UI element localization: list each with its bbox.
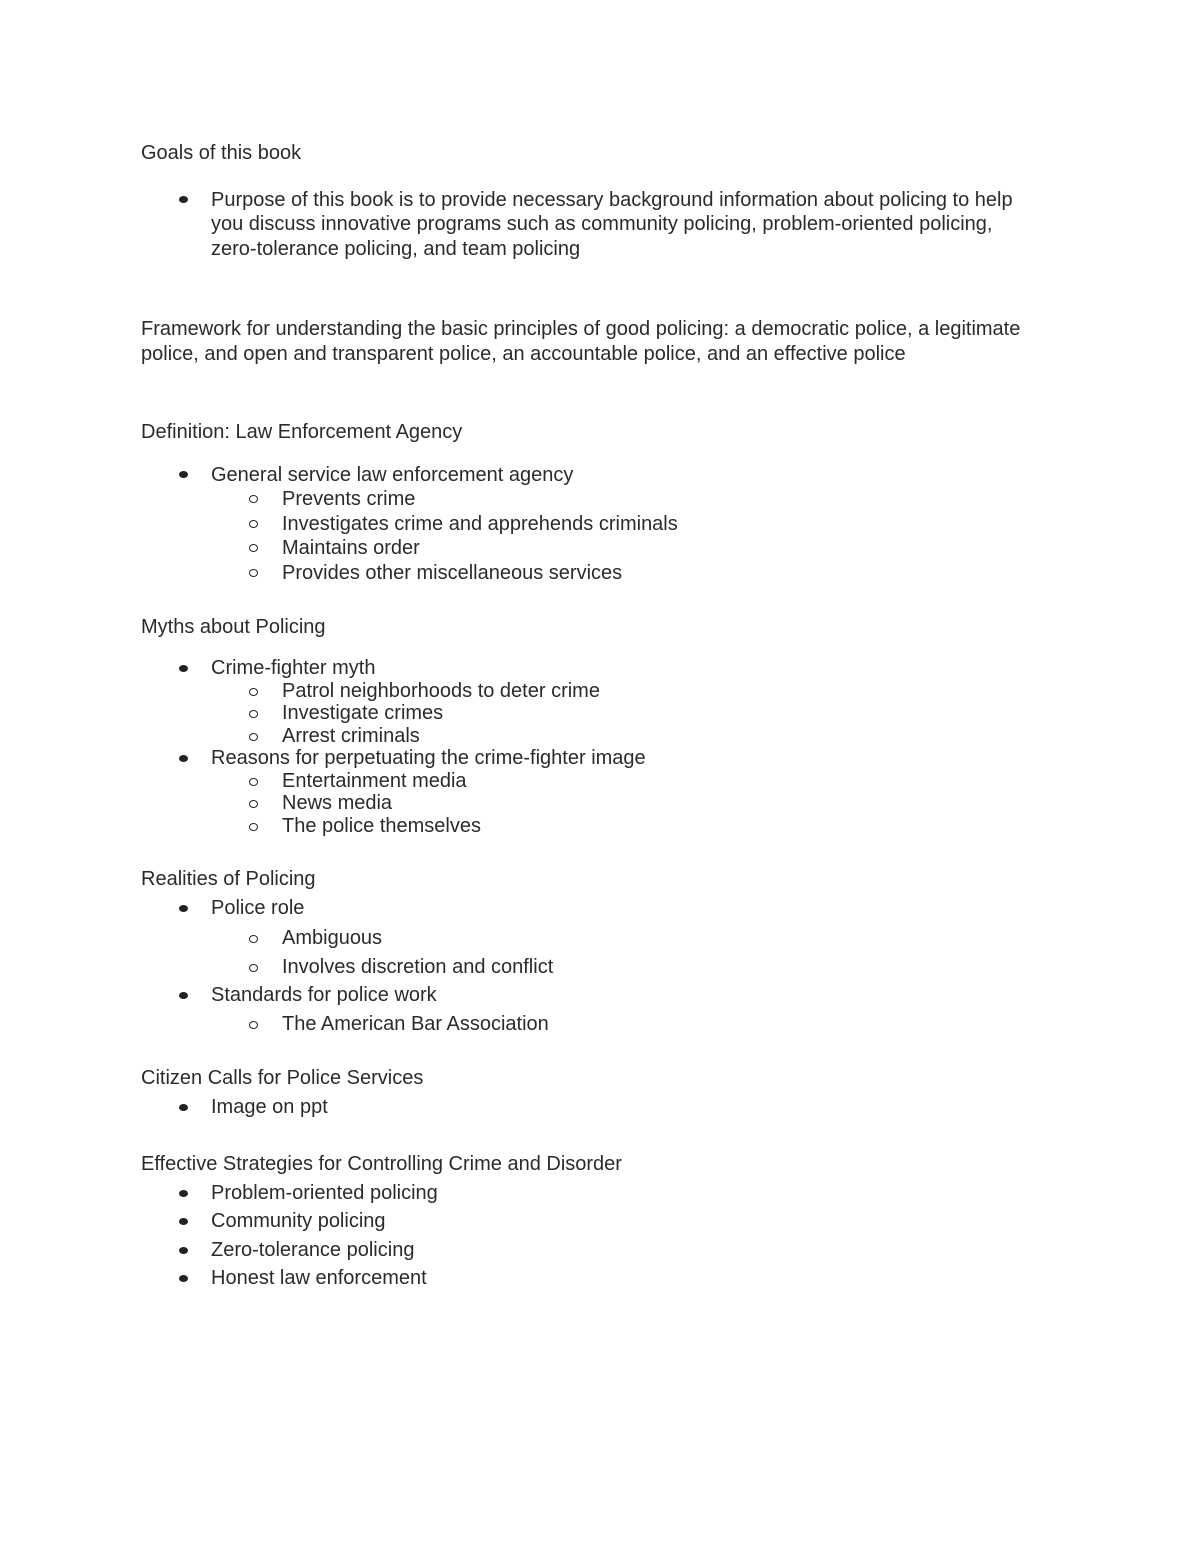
list-subitem: The police themselves [141,815,1041,838]
section-heading-strategies: Effective Strategies for Controlling Crime and Disorder [141,1153,622,1175]
list-subitem: Investigate crimes [141,702,1041,725]
circle-bullet-icon [249,688,258,696]
bullet-icon [179,755,188,762]
list-item: Reasons for perpetuating the crime-fighter image [141,747,1041,770]
list-item: Standards for police work [141,981,1041,1010]
circle-bullet-icon [249,800,258,808]
section-heading-myths: Myths about Policing [141,616,326,638]
list-subitem: The American Bar Association [141,1010,1041,1039]
goals-list [141,188,1041,262]
list-subitem: Entertainment media [141,770,1041,793]
circle-bullet-icon [249,935,258,943]
list-item: Zero-tolerance policing [141,1236,1041,1265]
framework-paragraph: Framework for understanding the basic principles of good policing: a democratic police, a legitimate police, and open and transparent police, an accountable police, and an effective police [141,318,1021,365]
circle-bullet-icon [249,710,258,718]
circle-bullet-icon [249,520,258,528]
section-heading-goals: Goals of this book [141,142,302,164]
circle-bullet-icon [249,778,258,786]
list-subitem: Prevents crime [141,487,1041,512]
list-item: General service law enforcement agency [141,463,1041,488]
list-item: Purpose of this book is to provide necessary background information about policing to help you discuss innovative programs such as community policing, problem-oriented policing, zero-tolerance policing, and team policing [141,188,1041,262]
section-definition [141,420,1041,585]
circle-bullet-icon [249,569,258,577]
list-subitem: Investigates crime and apprehends criminals [141,512,1041,537]
list-subitem: Provides other miscellaneous services [141,561,1041,586]
realities-list [141,894,1041,1039]
bullet-icon [179,1275,188,1282]
bullet-icon [179,196,188,203]
bullet-icon [179,1190,188,1197]
bullet-icon [179,471,188,478]
list-item: Problem-oriented policing [141,1179,1041,1208]
bullet-icon [179,665,188,672]
bullet-icon [179,905,188,912]
circle-bullet-icon [249,544,258,552]
section-realities [141,865,1041,1038]
section-calls [141,1064,1041,1121]
myths-list [141,657,1041,837]
circle-bullet-icon [249,964,258,972]
definition-list [141,463,1041,586]
section-goals [141,141,1041,261]
circle-bullet-icon [249,495,258,503]
section-heading-definition: Definition: Law Enforcement Agency [141,421,463,443]
section-myths [141,615,1041,837]
section-framework [141,317,1041,366]
list-item: Honest law enforcement [141,1264,1041,1293]
list-subitem: Maintains order [141,536,1041,561]
list-item: Crime-fighter myth [141,657,1041,680]
bullet-icon [179,992,188,999]
section-heading-calls: Citizen Calls for Police Services [141,1067,424,1089]
list-item: Police role [141,894,1041,923]
circle-bullet-icon [249,823,258,831]
bullet-icon [179,1247,188,1254]
list-subitem: Arrest criminals [141,725,1041,748]
bullet-icon [179,1104,188,1111]
list-subitem: Ambiguous [141,924,1041,953]
list-subitem: News media [141,792,1041,815]
strategies-list [141,1179,1041,1293]
bullet-icon [179,1218,188,1225]
section-strategies [141,1150,1041,1293]
circle-bullet-icon [249,733,258,741]
list-item: Community policing [141,1207,1041,1236]
section-heading-realities: Realities of Policing [141,868,316,890]
circle-bullet-icon [249,1021,258,1029]
list-subitem: Patrol neighborhoods to deter crime [141,680,1041,703]
calls-list [141,1093,1041,1122]
list-item: Image on ppt [141,1093,1041,1122]
list-subitem: Involves discretion and conflict [141,953,1041,982]
